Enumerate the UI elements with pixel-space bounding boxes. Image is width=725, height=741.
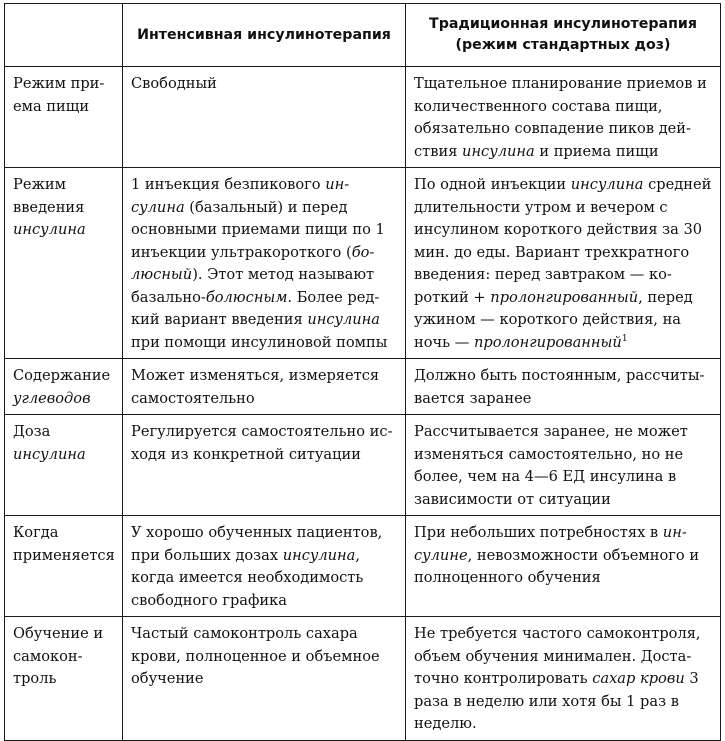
insulin-therapy-comparison-table: [4, 3, 721, 741]
cell-text: при помощи инсулиновой помпы: [131, 333, 388, 351]
cell-text: и приема пищи: [534, 142, 659, 160]
italic-term: инсулина: [13, 445, 86, 463]
cell-text: Обучение и самоконтроль: [13, 625, 104, 687]
table-row-carbohydrate-content: [5, 359, 721, 415]
intensive-cell: [123, 516, 406, 617]
intensive-cell: [123, 168, 406, 359]
cell-text: 1 инъекция безпикового: [131, 176, 326, 193]
cell-text: средней длительности утром и вечером с инсулином короткого действия за 30 мин. до еды. Вариант трехкратного введения: перед завтраком — короткий +: [414, 176, 712, 306]
header-traditional-subtitle: (режим стандартных доз): [455, 37, 671, 53]
parameter-cell: [5, 516, 123, 617]
traditional-cell: [406, 168, 721, 359]
header-traditional-title: Традиционная инсулинотерапия: [429, 16, 697, 32]
cell-text: Тщательное планирование приемов и количественного состава пищи, обязательно совпадение пиков действия: [414, 75, 707, 160]
italic-term: инсулина: [282, 546, 356, 564]
cell-text: , перед ужином — короткого действия, на ночь —: [414, 288, 693, 351]
parameter-cell: [5, 67, 123, 168]
intensive-cell: [123, 67, 406, 168]
cell-text: Может изменяться, измеряется самостоятельно: [131, 367, 380, 407]
traditional-cell: [406, 415, 721, 516]
cell-text: Свободный: [131, 75, 217, 92]
cell-text: Не требуется частого самоконтроля, объем обучения минимален. Достаточно контролировать: [414, 625, 701, 687]
parameter-cell: [5, 359, 123, 415]
italic-term: болюсный: [131, 243, 375, 283]
cell-text: Режим приема пищи: [13, 75, 105, 115]
table-header-row: [5, 4, 721, 67]
traditional-cell: [406, 516, 721, 617]
table-row-meal-regime: [5, 67, 721, 168]
italic-term: сахар крови: [592, 670, 685, 687]
table-row-insulin-administration: [5, 168, 721, 359]
cell-text: Когда применяется: [13, 524, 115, 564]
italic-term: инсулине: [414, 524, 687, 564]
cell-text: Частый самоконтроль сахара крови, полноценное и объемное обучение: [131, 625, 380, 687]
cell-text: . Более редкий вариант введения: [131, 288, 380, 328]
cell-text: При небольших потребностях в: [414, 524, 663, 541]
cell-text: Должно быть постоянным, рассчитывается заранее: [414, 367, 705, 407]
cell-text: По одной инъекции: [414, 176, 571, 193]
parameter-cell: [5, 617, 123, 741]
italic-term: углеводов: [13, 389, 91, 407]
intensive-cell: [123, 359, 406, 415]
cell-text: (базальный) и перед основными приемами пищи по 1 инъекции ультракороткого (: [131, 198, 385, 261]
traditional-cell: [406, 617, 721, 741]
table-body: [5, 67, 721, 741]
parameter-cell: [5, 415, 123, 516]
traditional-cell: [406, 67, 721, 168]
cell-text: ). Этот метод называют базально-: [131, 266, 375, 306]
table-row-when-applied: [5, 516, 721, 617]
intensive-cell: [123, 415, 406, 516]
cell-text: Регулируется самостоятельно исходя из конкретной ситуации: [131, 423, 393, 463]
footnote-marker: 1: [621, 333, 628, 344]
cell-text: Доза: [13, 423, 51, 440]
header-traditional-therapy: [406, 4, 721, 67]
cell-text: 3 раза в неделю или хотя бы 1 раз в неделю.: [414, 670, 699, 732]
italic-term: пролонгированный: [490, 288, 639, 306]
cell-text: Содержание: [13, 367, 111, 384]
italic-term: болюсным: [205, 288, 288, 306]
cell-text: Рассчитывается заранее, не может изменяться самостоятельно, но не более, чем на 4—6 ЕД инсулина в зависимости от ситуации: [414, 423, 688, 508]
intensive-cell: [123, 617, 406, 741]
cell-text: У хорошо обученных пациентов, при больших дозах: [131, 524, 383, 564]
table-row-training: [5, 617, 721, 741]
parameter-cell: [5, 168, 123, 359]
italic-term: инсулина: [462, 142, 535, 160]
italic-term: инсулина: [307, 311, 380, 328]
cell-text: , когда имеется необходимость свободного графика: [131, 546, 364, 609]
italic-term: инсулина: [13, 221, 86, 238]
header-empty-cell: [5, 4, 123, 67]
italic-term: инсулина: [131, 176, 350, 216]
table-row-insulin-dose: [5, 415, 721, 516]
italic-term: пролонгированный: [473, 333, 622, 351]
traditional-cell: [406, 359, 721, 415]
cell-text: Режим введения: [13, 176, 85, 216]
cell-text: , невозможности объемного и полноценного обучения: [414, 546, 700, 586]
header-intensive-therapy: Интенсивная инсулинотерапия: [123, 4, 406, 67]
italic-term: инсулина: [570, 176, 644, 193]
